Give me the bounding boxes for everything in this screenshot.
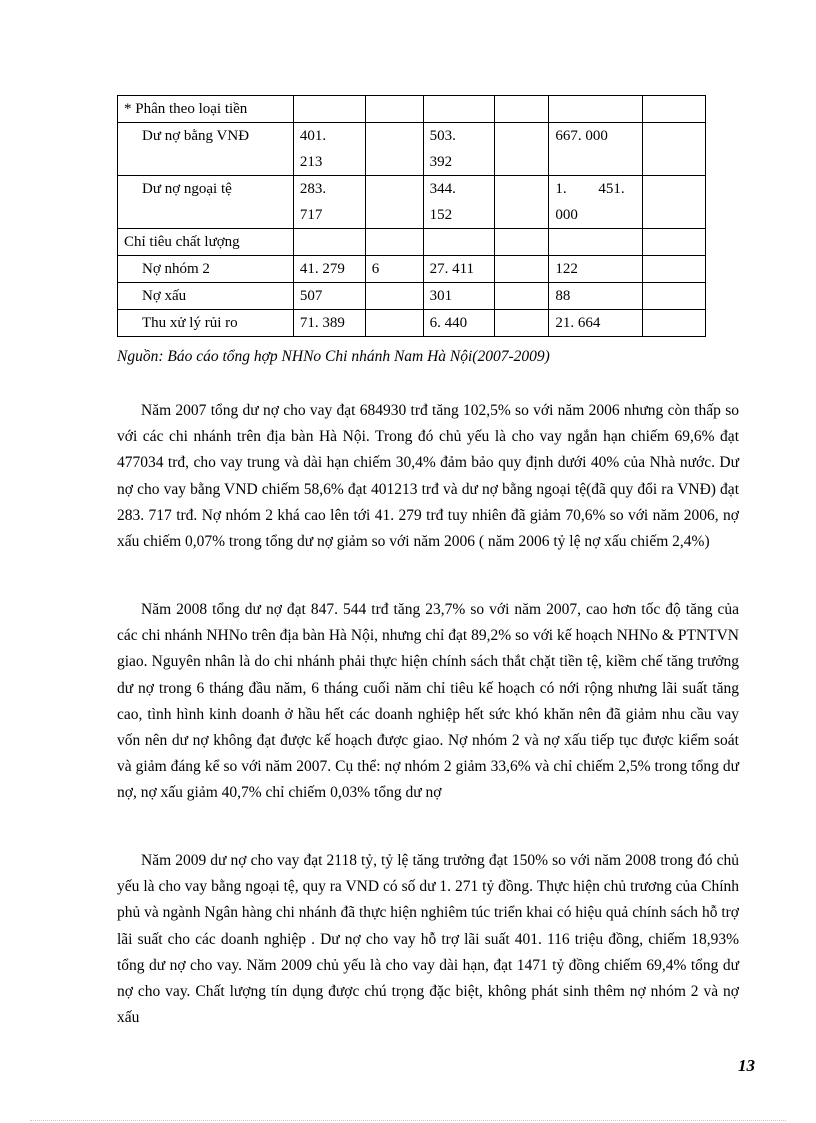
table-cell [365, 283, 423, 310]
page-bottom-divider [30, 1120, 786, 1121]
table-cell [495, 310, 549, 337]
row-label: Dư nợ bằng VNĐ [118, 123, 294, 176]
paragraph-2007 [117, 398, 739, 555]
table-cell [643, 96, 706, 123]
table-cell: 6 [365, 256, 423, 283]
table-cell: 1. 451. 000 [549, 176, 643, 229]
table-cell [365, 96, 423, 123]
table-cell [495, 229, 549, 256]
paragraph-2009 [117, 848, 739, 1031]
row-label: Dư nợ ngoại tệ [118, 176, 294, 229]
table-cell: 27. 411 [423, 256, 495, 283]
row-label: * Phân theo loại tiền [118, 96, 294, 123]
table-cell [423, 96, 495, 123]
source-note: Nguồn: Báo cáo tổng hợp NHNo Chi nhánh Nam Hà Nội(2007-2009) [117, 348, 550, 365]
table-cell: 401. 213 [293, 123, 365, 176]
table-cell [643, 123, 706, 176]
table-cell [549, 96, 643, 123]
table-row [118, 123, 706, 176]
table-row [118, 229, 706, 256]
table-row [118, 256, 706, 283]
table-cell [495, 256, 549, 283]
paragraph-2009-text: Năm 2009 dư nợ cho vay đạt 2118 tỷ, tỷ lệ tăng trưởng đạt 150% so với năm 2008 trong đó chủ yếu là cho vay bằng ngoại tệ, quy ra VND có số dư 1. 271 tỷ đồng. Thực hiện chủ trương của Chính phủ và ngành Ngân hàng chi nhánh đã thực hiện nghiêm túc triển khai có hiệu quả chính sách hỗ trợ lãi suất cho các doanh nghiệp . Dư nợ cho vay hỗ trợ lãi suất 401. 116 triệu đồng, chiếm 18,93% tổng dư nợ cho vay. Năm 2009 chủ yếu là cho vay dài hạn, đạt 1471 tỷ đồng chiếm 69,4% tổng dư nợ cho vay. Chất lượng tín dụng được chú trọng đặc biệt, không phát sinh thêm nợ nhóm 2 và nợ xấu [117, 852, 739, 1027]
table-cell [495, 176, 549, 229]
table-cell [643, 229, 706, 256]
table-cell: 122 [549, 256, 643, 283]
row-label: Chỉ tiêu chất lượng [118, 229, 294, 256]
table-cell: 503. 392 [423, 123, 495, 176]
table-cell [643, 310, 706, 337]
table-cell: 71. 389 [293, 310, 365, 337]
table-row [118, 96, 706, 123]
row-label: Thu xử lý rủi ro [118, 310, 294, 337]
table-row [118, 283, 706, 310]
table-cell: 283. 717 [293, 176, 365, 229]
loan-table [117, 95, 706, 337]
page-number: 13 [738, 1056, 755, 1075]
paragraph-2008 [117, 597, 739, 807]
table-cell [365, 229, 423, 256]
table-cell [423, 229, 495, 256]
table-cell [643, 176, 706, 229]
table-cell [293, 96, 365, 123]
table-cell [495, 123, 549, 176]
table-cell [643, 283, 706, 310]
paragraph-2008-text: Năm 2008 tổng dư nợ đạt 847. 544 trđ tăng 23,7% so với năm 2007, cao hơn tốc độ tăng của các chi nhánh NHNo trên địa bàn Hà Nội, nhưng chỉ đạt 89,2% so với kế hoạch NHNo & PTNTVN giao. Nguyên nhân là do chi nhánh phải thực hiện chính sách thắt chặt tiền tệ, kiềm chế tăng trưởng dư nợ trong 6 tháng đầu năm, 6 tháng cuối năm chỉ tiêu kế hoạch có nới rộng nhưng lãi suất tăng cao, tình hình kinh doanh ở hầu hết các doanh nghiệp hết sức khó khăn nên đã giảm nhu cầu vay vốn nên dư nợ không đạt được kế hoạch được giao. Nợ nhóm 2 và nợ xấu tiếp tục được kiểm soát và giảm đáng kể so với năm 2007. Cụ thể: nợ nhóm 2 giảm 33,6% và chỉ chiếm 2,5% trong tổng dư nợ, nợ xấu giảm 40,7% chỉ chiếm 0,03% tổng dư nợ [117, 601, 739, 802]
table-cell: 667. 000 [549, 123, 643, 176]
table-cell [293, 229, 365, 256]
table-cell [365, 176, 423, 229]
table-cell: 41. 279 [293, 256, 365, 283]
table-cell: 344. 152 [423, 176, 495, 229]
table-cell: 6. 440 [423, 310, 495, 337]
table-row [118, 310, 706, 337]
row-label: Nợ nhóm 2 [118, 256, 294, 283]
table-cell: 507 [293, 283, 365, 310]
table-cell: 88 [549, 283, 643, 310]
table-cell [365, 123, 423, 176]
table-cell [495, 283, 549, 310]
table-cell [549, 229, 643, 256]
paragraph-2007-text: Năm 2007 tổng dư nợ cho vay đạt 684930 trđ tăng 102,5% so với năm 2006 nhưng còn thấp so với các chi nhánh trên địa bàn Hà Nội. Trong đó chủ yếu là cho vay ngắn hạn chiếm 69,6% đạt 477034 trđ, cho vay trung và dài hạn chiếm 30,4% đảm bảo quy định dưới 40% của Nhà nước. Dư nợ cho vay bằng VND chiếm 58,6% đạt 401213 trđ và dư nợ bằng ngoại tệ(đã quy đổi ra VNĐ) đạt 283. 717 trđ. Nợ nhóm 2 khá cao lên tới 41. 279 trđ tuy nhiên đã giảm 70,6% so với năm 2006, nợ xấu chiếm 0,07% trong tổng dư nợ giảm so với năm 2006 ( năm 2006 tỷ lệ nợ xấu chiếm 2,4%) [117, 402, 739, 551]
table-cell [365, 310, 423, 337]
table-cell [495, 96, 549, 123]
table-cell: 21. 664 [549, 310, 643, 337]
table-cell [643, 256, 706, 283]
table-cell: 301 [423, 283, 495, 310]
table-row [118, 176, 706, 229]
row-label: Nợ xấu [118, 283, 294, 310]
